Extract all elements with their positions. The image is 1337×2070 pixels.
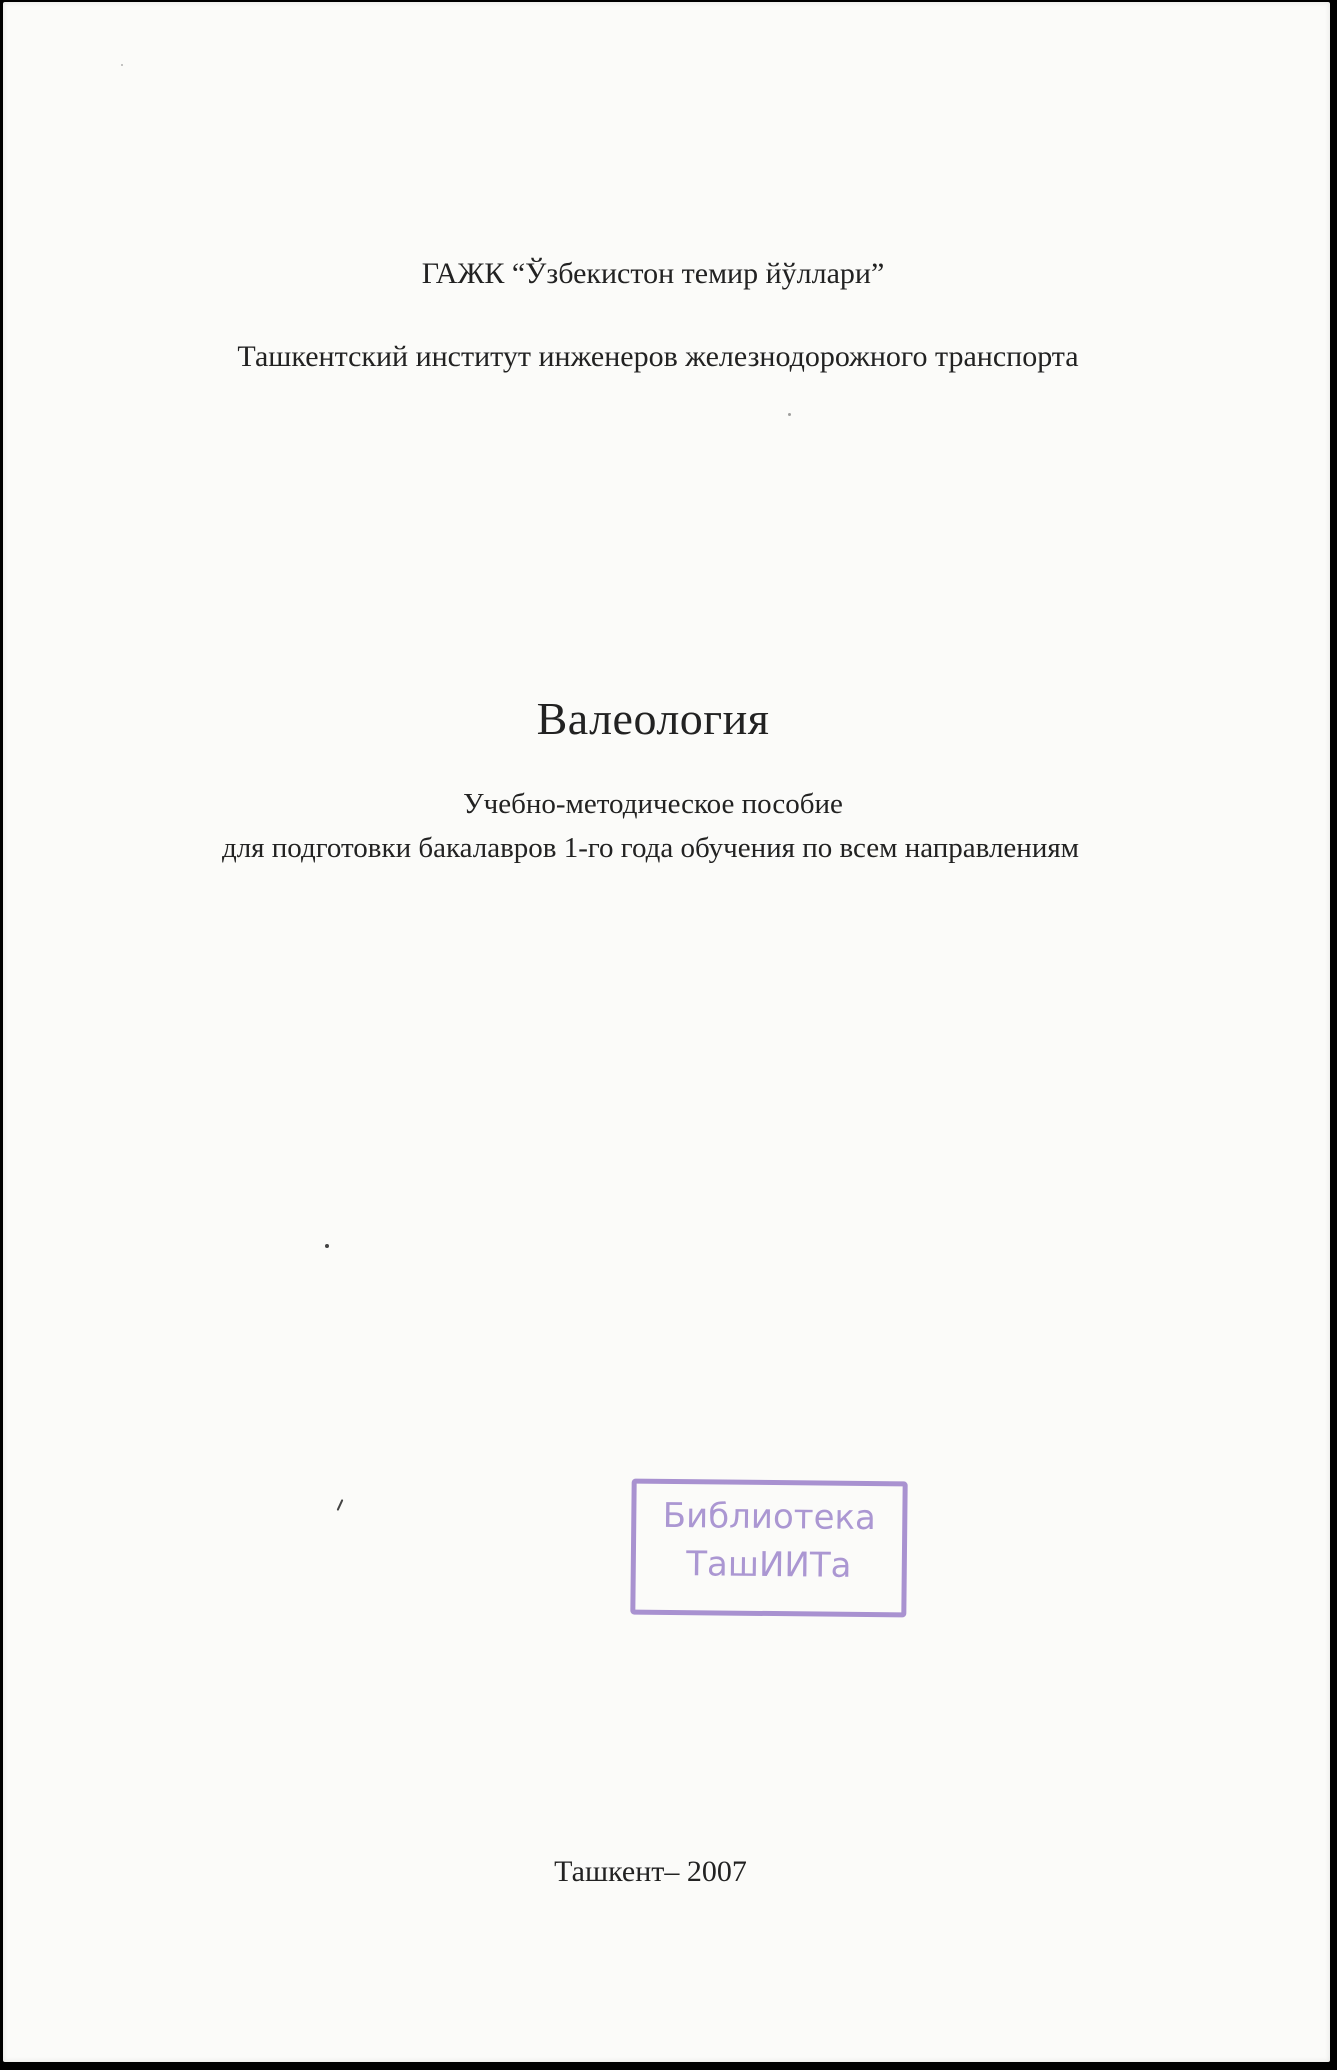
organization-name: ГАЖК “Ўзбекистон темир йўллари” <box>421 257 885 290</box>
place-and-year: Ташкент– 2007 <box>554 1855 747 1888</box>
scan-speck <box>337 1499 344 1511</box>
document-subtitle-line1: Учебно-методическое пособие <box>463 788 843 820</box>
scan-speck <box>788 413 791 416</box>
library-stamp <box>630 1479 907 1618</box>
scan-speck <box>325 1244 329 1248</box>
document-title: Валеология <box>536 693 770 744</box>
stamp-line1: Библиотека <box>662 1495 877 1539</box>
institute-name: Ташкентский институт инженеров железнодорожного транспорта <box>237 340 1079 373</box>
scan-speck <box>121 64 123 66</box>
title-page <box>3 2 1330 2062</box>
stamp-line2: ТашИИТа <box>686 1544 852 1586</box>
document-subtitle-line2: для подготовки бакалавров 1-го года обучения по всем направлениям <box>221 832 1080 864</box>
